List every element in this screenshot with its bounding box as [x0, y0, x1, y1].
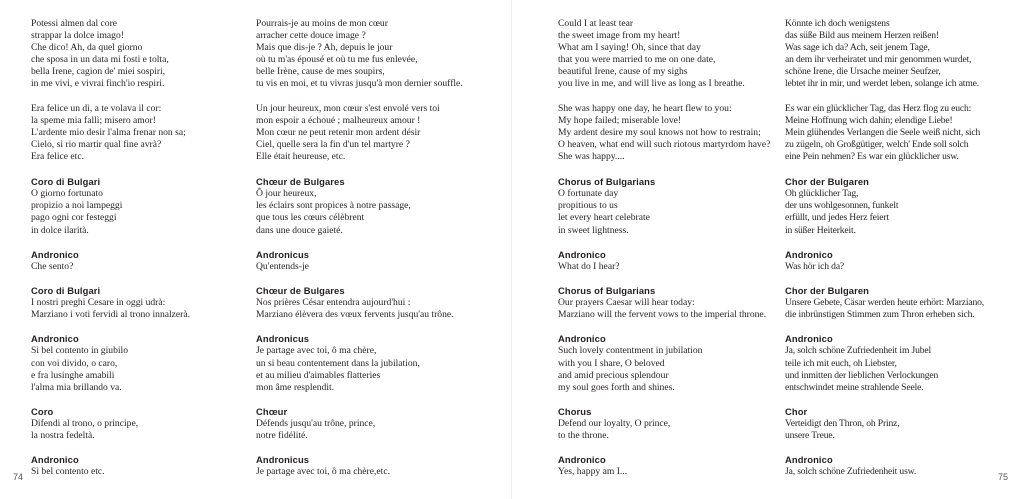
text-line: Je partage avec toi, ô ma chère,	[256, 345, 377, 357]
speaker-name: Andronico	[785, 454, 833, 466]
text-line: Was hör ich da?	[785, 260, 845, 272]
text-line: L'ardente mio desir l'alma frenar non sa;	[31, 126, 186, 138]
text-line: dans une douce gaieté.	[256, 224, 343, 236]
text-line: Verteidigt den Thron, oh Prinz,	[785, 418, 900, 429]
text-line: in dolce ilarità.	[31, 224, 89, 236]
text-line: Yes, happy am I...	[558, 466, 628, 478]
french-column	[256, 18, 501, 491]
text-line: with you I share, O beloved	[558, 357, 665, 369]
speech-block	[31, 406, 241, 442]
text-line: My hope failed; miserable love!	[558, 114, 682, 126]
speaker-name: Andronico	[31, 248, 79, 260]
speaker-name: Coro di Bulgari	[31, 176, 101, 188]
speech-block	[31, 249, 241, 273]
verse-block	[31, 18, 241, 91]
text-line: the sweet image from my heart!	[558, 30, 681, 42]
speech-block	[558, 406, 773, 442]
text-line: Es war ein glücklicher Tag, das Herz flog zu euch:	[785, 102, 972, 114]
text-line: strappar la dolce imago!	[31, 30, 124, 42]
text-line: arracher cette douce image ?	[256, 30, 366, 42]
text-line: Che sento?	[31, 260, 74, 272]
text-line: Our prayers Caesar will hear today:	[558, 297, 695, 309]
verse-block	[558, 103, 773, 163]
text-line: Mais que dis-je ? Ah, depuis le jour	[256, 42, 393, 54]
text-line: belle Irène, cause de mes soupirs,	[256, 66, 385, 78]
text-line: my soul goes forth and shines.	[558, 381, 675, 393]
text-line: notre fidélité.	[256, 430, 308, 442]
text-line: un si beau contentement dans la jubilation,	[256, 357, 420, 369]
speech-block	[256, 406, 501, 442]
text-line: Potessi almen dal core	[31, 18, 118, 29]
text-line: mon âme resplendit.	[256, 381, 335, 393]
speech-block	[785, 406, 1021, 442]
text-line: erfüllt, und jedes Herz feiert	[785, 212, 889, 224]
italian-column	[31, 18, 241, 491]
speech-block	[256, 333, 501, 393]
text-line: où tu m'as épousé et où tu me fus enlevée,	[256, 54, 418, 66]
text-line: tu vis en moi, et tu vivras jusqu'à mon dernier souffle.	[256, 78, 463, 90]
text-line: Pourrais-je au moins de mon cœur	[256, 18, 388, 29]
text-line: to the throne.	[558, 430, 609, 442]
text-line: lebtet ihr in mir, und werdet leben, solange ich atme.	[785, 78, 979, 90]
text-line: e fra lusinghe amabili	[31, 369, 115, 381]
text-line: Elle était heureuse, etc.	[256, 151, 346, 163]
speaker-name: Andronicus	[256, 454, 310, 466]
speaker-name: Andronico	[31, 454, 79, 466]
speech-block	[785, 249, 1021, 273]
text-line: das süße Bild aus meinem Herzen reißen!	[785, 30, 939, 42]
speech-block	[256, 176, 501, 236]
text-line: Mon cœur ne peut retenir mon ardent désir	[256, 126, 421, 138]
text-line: und inmitten der lieblichen Verlockungen	[785, 369, 939, 381]
german-column	[785, 18, 1021, 491]
speaker-name: Coro di Bulgari	[31, 284, 101, 296]
text-line: that you were married to me on one date,	[558, 54, 716, 66]
speech-block	[558, 176, 773, 236]
text-line: I nostri preghi Cesare in oggi udrà:	[31, 297, 166, 309]
speech-block	[558, 249, 773, 273]
speech-block	[256, 249, 501, 273]
text-line: Marziano i voti fervidi al trono innalzerà.	[31, 309, 191, 321]
text-line: Ja, solch schöne Zufriedenheit usw.	[785, 466, 917, 478]
text-line: con voi divido, o caro,	[31, 357, 118, 369]
verse-block	[31, 103, 241, 163]
text-line: Sì bel contento etc.	[31, 466, 105, 478]
text-line: propitious to us	[558, 200, 618, 212]
text-line: Oh glücklicher Tag,	[785, 188, 859, 200]
text-line: in sweet lightness.	[558, 224, 629, 236]
verse-block	[256, 103, 501, 163]
text-line: O fortunate day	[558, 188, 619, 200]
speech-block	[558, 285, 773, 321]
text-line: and amid precious splendour	[558, 369, 669, 381]
text-line: schöne Irene, die Ursache meiner Seufzer,	[785, 66, 941, 78]
text-line: la speme mia fallì; misero amor!	[31, 114, 156, 126]
text-line: Such lovely contentment in jubilation	[558, 345, 703, 357]
text-line: Ja, solch schöne Zufriedenheit im Jubel	[785, 345, 932, 357]
speech-block	[558, 454, 773, 478]
speaker-name: Chœur de Bulgares	[256, 176, 345, 188]
speaker-name: Chorus	[558, 405, 592, 417]
text-line: Era felice un dì, a te volava il cor:	[31, 102, 162, 114]
speech-block	[785, 454, 1021, 478]
speaker-name: Chor	[785, 405, 808, 417]
text-line: propizio a noi lampeggi	[31, 200, 123, 212]
text-line: Marziano will the fervent vows to the imperial throne.	[558, 309, 767, 321]
text-line: que tous les cœurs célèbrent	[256, 212, 365, 224]
speaker-name: Andronico	[31, 333, 79, 345]
speech-block	[558, 333, 773, 393]
text-line: Meine Hoffnung wich dahin; elendige Liebe!	[785, 114, 953, 126]
text-line: che sposa in un data mi fosti e tolta,	[31, 54, 169, 66]
speaker-name: Andronico	[558, 454, 606, 466]
speaker-name: Andronico	[558, 333, 606, 345]
english-column	[558, 18, 773, 491]
speech-block	[256, 285, 501, 321]
page-gutter	[511, 0, 512, 499]
text-line: Difendi al trono, o principe,	[31, 418, 139, 429]
text-line: What am I saying! Oh, since that day	[558, 42, 701, 54]
text-line: Qu'entends-je	[256, 260, 309, 272]
page-number-left: 74	[13, 472, 24, 482]
text-line: beautiful Irene, cause of my sighs	[558, 66, 688, 78]
text-line: in süßer Heiterkeit.	[785, 224, 856, 236]
speaker-name: Chœur	[256, 405, 288, 417]
text-line: Marziano élèvera des vœux fervents jusqu'au trône.	[256, 309, 454, 321]
text-line: Could I at least tear	[558, 18, 634, 29]
speaker-name: Chorus of Bulgarians	[558, 284, 656, 296]
speaker-name: Chorus of Bulgarians	[558, 176, 656, 188]
text-line: Défends jusqu'au trône, prince,	[256, 418, 376, 429]
text-line: Ciel, quelle sera la fin d'un tel martyre ?	[256, 138, 410, 150]
text-line: les éclairs sont propices à notre passage,	[256, 200, 411, 212]
speech-block	[31, 333, 241, 393]
text-line: et au milieu d'aimables flatteries	[256, 369, 381, 381]
text-line: zu zügeln, oh Großgütiger, welch' Ende soll solch	[785, 138, 969, 150]
text-line: Cielo, sì rio martir qual fine avrà?	[31, 138, 162, 150]
speaker-name: Chœur de Bulgares	[256, 284, 345, 296]
text-line: Sì bel contento in giubilo	[31, 345, 128, 357]
text-line: pago ogni cor festeggi	[31, 212, 117, 224]
text-line: Defend our loyalty, O prince,	[558, 418, 671, 429]
verse-block	[256, 18, 501, 91]
text-line: O heaven, what end will such riotous martyrdom have?	[558, 138, 771, 150]
speaker-name: Andronico	[785, 333, 833, 345]
text-line: bella Irene, cagion de' miei sospiri,	[31, 66, 166, 78]
text-line: She was happy....	[558, 151, 625, 163]
text-line: Ô jour heureux,	[256, 188, 317, 200]
text-line: mon espoir a échoué ; malheureux amour !	[256, 114, 421, 126]
verse-block	[785, 103, 1021, 163]
text-line: Unsere Gebete, Cäsar werden heute erhört: Marziano,	[785, 297, 985, 309]
speaker-name: Coro	[31, 405, 54, 417]
text-line: What do I hear?	[558, 260, 620, 272]
speech-block	[31, 454, 241, 478]
text-line: Che dico! Ah, da quel giorno	[31, 42, 143, 54]
speaker-name: Andronico	[785, 248, 833, 260]
speech-block	[785, 176, 1021, 236]
text-line: entschwindet meine strahlende Seele.	[785, 381, 924, 393]
text-line: She was happy one day, he heart flew to you:	[558, 102, 732, 114]
speaker-name: Andronicus	[256, 333, 310, 345]
text-line: teile ich mit euch, oh Liebster,	[785, 357, 897, 369]
text-line: an dem ihr verheiratet und mir genommen wurdet,	[785, 54, 972, 66]
speaker-name: Chor der Bulgaren	[785, 284, 870, 296]
text-line: My ardent desire my soul knows not how to restrain;	[558, 126, 761, 138]
text-line: Mein glühendes Verlangen die Seele weiß nicht, sich	[785, 126, 981, 138]
text-line: Je partage avec toi, ô ma chère,etc.	[256, 466, 390, 478]
text-line: Era felice etc.	[31, 151, 84, 163]
speaker-name: Andronicus	[256, 248, 310, 260]
text-line: eine Pein nehmen? Es war ein glücklicher usw.	[785, 151, 959, 163]
page-number-right: 75	[998, 472, 1009, 482]
text-line: Nos prières César entendra aujourd'hui :	[256, 297, 411, 309]
text-line: you live in me, and will live as long as I breathe.	[558, 78, 745, 90]
speaker-name: Chor der Bulgaren	[785, 176, 870, 188]
verse-block	[558, 18, 773, 91]
speech-block	[256, 454, 501, 478]
verse-block	[785, 18, 1021, 91]
text-line: unsere Treue.	[785, 430, 835, 442]
text-line: let every heart celebrate	[558, 212, 650, 224]
speaker-name: Andronico	[558, 248, 606, 260]
speech-block	[31, 176, 241, 236]
text-line: Könnte ich doch wenigstens	[785, 18, 890, 29]
text-line: Was sage ich da? Ach, seit jenem Tage,	[785, 42, 930, 54]
text-line: der uns wohlgesonnen, funkelt	[785, 200, 899, 212]
text-line: O giorno fortunato	[31, 188, 103, 200]
speech-block	[785, 333, 1021, 393]
text-line: Un jour heureux, mon cœur s'est envolé vers toi	[256, 102, 440, 114]
text-line: die inbrünstigen Stimmen zum Thron erheben sich.	[785, 309, 975, 321]
text-line: la nostra fedeltà.	[31, 430, 95, 442]
speech-block	[785, 285, 1021, 321]
text-line: l'alma mia brillando va.	[31, 381, 122, 393]
text-line: in me vivi, e vivrai finch'io respiri.	[31, 78, 165, 90]
speech-block	[31, 285, 241, 321]
